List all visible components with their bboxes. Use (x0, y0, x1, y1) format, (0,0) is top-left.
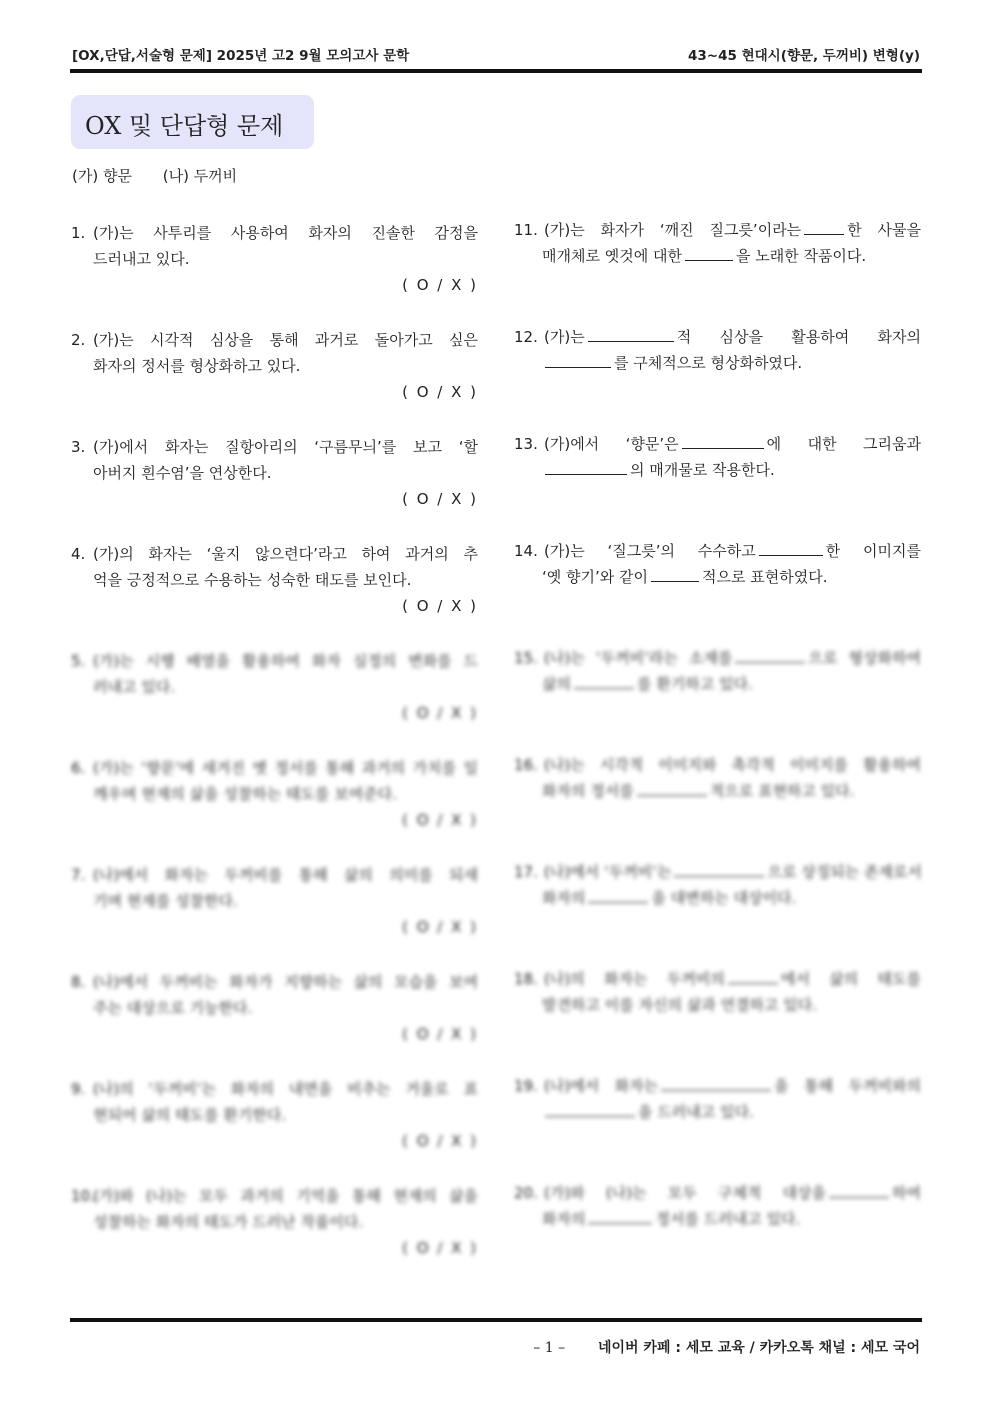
answer-blank[interactable] (759, 539, 823, 556)
question-line-1: (가)는 사투리를 사용하여 화자의 진솔한 감정을 (93, 224, 478, 242)
question-line-1: (나)에서 두꺼비는 화자가 지향하는 삶의 모습을 보여 (93, 973, 478, 991)
question-line-1: (가)는 시각적 심상을 통해 과거로 돌아가고 싶은 (93, 331, 478, 349)
fill-question-13 (514, 431, 921, 483)
question-line-1: (나)에서 화자는 을 통해 두꺼비와의 (544, 1073, 921, 1099)
question-line-2: 성찰하는 화자의 태도가 드러난 작품이다. (93, 1213, 364, 1231)
ox-question-8 (71, 969, 478, 1049)
question-number: 12. (514, 328, 538, 346)
question-number: 9. (71, 1080, 86, 1098)
question-line-2: 기며 현재를 성찰한다. (93, 892, 238, 910)
question-line-2: 의 매개물로 작용한다. (542, 457, 921, 483)
question-line-1: (나)는 시각적 이미지와 촉각적 이미지를 활용하여 (544, 756, 921, 774)
question-number: 8. (71, 973, 86, 991)
question-number: 16. (514, 756, 538, 774)
question-number: 15. (514, 649, 538, 667)
answer-blank[interactable] (728, 967, 778, 984)
ox-question-2 (71, 327, 478, 407)
ox-question-3 (71, 434, 478, 514)
page-header (72, 44, 920, 64)
header-right-title: 43~45 현대시(향문, 두꺼비) 변형(y) (687, 48, 920, 64)
question-number: 3. (71, 438, 86, 456)
ox-choice[interactable]: ( O / X ) (402, 1132, 478, 1150)
answer-blank[interactable] (588, 325, 674, 342)
question-line-1: (가)는 시행 배열을 활용하여 화자 심정의 변화를 드 (93, 652, 478, 670)
page-number: – 1 – (533, 1340, 566, 1356)
ox-choice[interactable]: ( O / X ) (402, 1025, 478, 1043)
fill-question-20 (514, 1180, 921, 1232)
ox-question-4 (71, 541, 478, 621)
question-line-1: (나)는 ‘두꺼비’라는 소재를 으로 형상화하여 (544, 645, 921, 671)
fill-question-16 (514, 752, 921, 804)
question-line-2: 드러내고 있다. (93, 250, 190, 268)
answer-blank[interactable] (545, 1100, 635, 1117)
question-number: 20. (514, 1184, 538, 1202)
question-number: 14. (514, 542, 538, 560)
question-number: 10. (71, 1187, 95, 1205)
answer-blank[interactable] (637, 779, 707, 796)
question-line-2: 화자의 정서를 드러내고 있다. (542, 1206, 921, 1232)
ox-choice[interactable]: ( O / X ) (402, 490, 478, 508)
answer-blank[interactable] (588, 1207, 652, 1224)
answer-blank[interactable] (682, 432, 764, 449)
question-line-2: 러내고 있다. (93, 678, 175, 696)
question-line-2: 억을 긍정적으로 수용하는 성숙한 태도를 보인다. (93, 571, 412, 589)
ox-question-9 (71, 1076, 478, 1156)
answer-blank[interactable] (829, 1181, 889, 1198)
ox-question-6 (71, 755, 478, 835)
question-line-1: (가)는 ‘질그릇’의 수수하고 한 이미지를 (544, 538, 921, 564)
question-line-2: 현되어 삶의 태도를 환기한다. (93, 1106, 286, 1124)
work-ga-label: (가) 향문 (72, 167, 132, 185)
question-number: 19. (514, 1077, 538, 1095)
ox-choice[interactable]: ( O / X ) (402, 918, 478, 936)
question-line-1: (가)에서 ‘향문’은 에 대한 그리움과 (544, 431, 921, 457)
question-line-2: 매개체로 옛것에 대한 을 노래한 작품이다. (542, 243, 921, 269)
fill-question-12 (514, 324, 921, 376)
answer-blank[interactable] (685, 244, 733, 261)
question-line-1: (가)의 화자는 ‘울지 않으련다’라고 하여 과거의 추 (93, 545, 478, 563)
bottom-rule (70, 1318, 922, 1322)
question-line-1: (나)에서 ‘두꺼비’는 으로 상징되는 존재로서 (544, 859, 922, 885)
question-line-2: ‘옛 향기’와 같이 적으로 표현하였다. (542, 564, 921, 590)
question-line-2: 를 구체적으로 형상화하였다. (542, 350, 921, 376)
question-number: 6. (71, 759, 86, 777)
answer-blank[interactable] (735, 646, 805, 663)
fill-question-14 (514, 538, 921, 590)
ox-choice[interactable]: ( O / X ) (402, 276, 478, 294)
question-number: 1. (71, 224, 86, 242)
question-line-1: (나)에서 화자는 두꺼비를 통해 삶의 의미를 되새 (93, 866, 478, 884)
question-line-1: (가)는 ‘향문’에 새겨진 옛 정서를 통해 과거의 가치를 일 (93, 759, 478, 777)
question-line-2: 화자의 을 대변하는 대상이다. (542, 885, 921, 911)
answer-blank[interactable] (588, 886, 648, 903)
question-line-2: 삶의 를 환기하고 있다. (542, 671, 921, 697)
answer-blank[interactable] (545, 351, 611, 368)
question-number: 5. (71, 652, 86, 670)
section-title-box (71, 95, 314, 149)
ox-choice[interactable]: ( O / X ) (402, 811, 478, 829)
question-line-2: 아버지 흰수염’을 연상한다. (93, 464, 272, 482)
ox-choice[interactable]: ( O / X ) (402, 383, 478, 401)
question-number: 13. (514, 435, 538, 453)
question-number: 4. (71, 545, 86, 563)
answer-blank[interactable] (661, 1074, 771, 1091)
ox-question-5 (71, 648, 478, 728)
work-na-label: (나) 두꺼비 (162, 167, 238, 185)
question-line-2: 깨우며 현재의 삶을 성찰하는 태도를 보여준다. (93, 785, 397, 803)
ox-question-7 (71, 862, 478, 942)
ox-question-10 (71, 1183, 478, 1263)
fill-question-17 (514, 859, 921, 911)
question-line-1: (나)의 ‘두꺼비’는 화자의 내면을 비추는 거울로 표 (93, 1080, 478, 1098)
question-number: 2. (71, 331, 86, 349)
page-footer (533, 1337, 920, 1357)
question-line-1: (가)와 (나)는 모두 구체적 대상을 하여 (544, 1180, 921, 1206)
question-line-1: (가)는 적 심상을 활용하여 화자의 (544, 324, 921, 350)
question-line-2: 발견하고 이를 자신의 삶과 연결하고 있다. (542, 996, 817, 1014)
fill-question-19 (514, 1073, 921, 1125)
question-line-1: (나)의 화자는 두꺼비의 에서 삶의 태도를 (544, 966, 921, 992)
question-line-2: 화자의 정서를 형상화하고 있다. (93, 357, 301, 375)
answer-blank[interactable] (545, 458, 627, 475)
header-left-title: [OX,단답,서술형 문제] 2025년 고2 9월 모의고사 문학 (72, 48, 410, 64)
question-line-1: (가)와 (나)는 모두 과거의 기억을 통해 현재의 삶을 (93, 1187, 478, 1205)
answer-blank[interactable] (804, 218, 844, 235)
question-number: 7. (71, 866, 86, 884)
subtitle (72, 165, 263, 186)
answer-blank[interactable] (651, 565, 699, 582)
question-number: 11. (514, 221, 538, 239)
question-number: 18. (514, 970, 538, 988)
question-line-2: 화자의 정서를 적으로 표현하고 있다. (542, 778, 921, 804)
question-line-1: (가)는 화자가 ‘깨진 질그릇’이라는 한 사물을 (544, 217, 921, 243)
section-title: OX 및 단답형 문제 (85, 112, 284, 140)
answer-blank[interactable] (674, 860, 764, 877)
top-rule (70, 69, 922, 73)
footer-text: 네이버 카페 : 세모 교육 / 카카오톡 채널 : 세모 국어 (597, 1340, 920, 1356)
question-line-2: 을 드러내고 있다. (542, 1099, 921, 1125)
question-line-2: 주는 대상으로 기능한다. (93, 999, 253, 1017)
ox-question-1 (71, 220, 478, 300)
answer-blank[interactable] (574, 672, 634, 689)
ox-choice[interactable]: ( O / X ) (402, 597, 478, 615)
fill-question-18 (514, 966, 921, 1018)
fill-question-15 (514, 645, 921, 697)
question-line-1: (가)에서 화자는 질항아리의 ‘구름무늬’를 보고 ‘할 (93, 438, 478, 456)
question-number: 17. (514, 863, 538, 881)
ox-choice[interactable]: ( O / X ) (402, 704, 478, 722)
fill-question-11 (514, 217, 921, 269)
ox-choice[interactable]: ( O / X ) (402, 1239, 478, 1257)
